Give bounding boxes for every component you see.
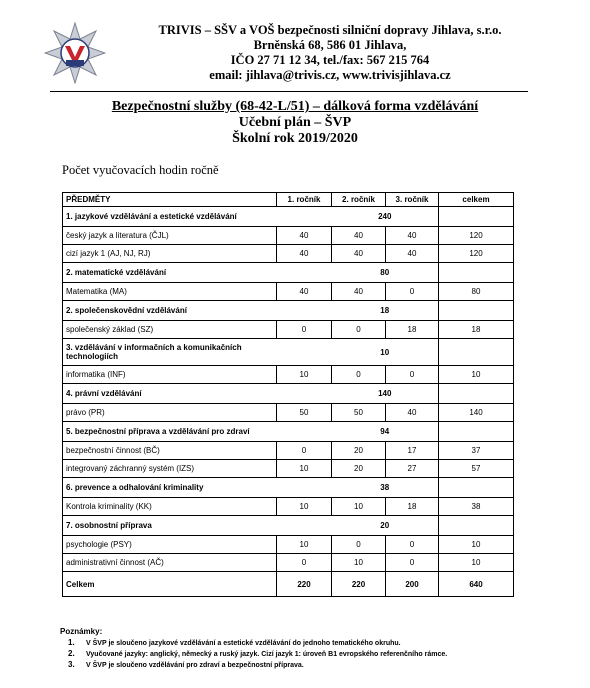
hours-total: 120 (439, 245, 514, 263)
section-spacer (277, 339, 332, 366)
table-header-row (63, 193, 514, 207)
section-row (63, 422, 514, 442)
notes-heading: Poznámky: (60, 627, 103, 636)
section-total: 94 (332, 422, 439, 442)
section-spacer (277, 263, 332, 283)
curriculum-table (62, 192, 514, 597)
hours-year-2: 20 (332, 460, 386, 478)
section-total: 38 (332, 478, 439, 498)
subject-row (63, 554, 514, 572)
school-address: Brněnská 68, 586 01 Jihlava, (253, 38, 407, 52)
note-text: Vyučované jazyky: anglický, německý a ruský jazyk. Cizí jazyk 1: úroveň B1 evropského referenčního rámce. (86, 651, 448, 658)
hours-total: 10 (439, 536, 514, 554)
note-text: V ŠVP je sloučeno jazykové vzdělávání a estetické vzdělávání do jednoho tematického okruhu. (86, 640, 401, 647)
section-row (63, 478, 514, 498)
hours-year-2: 10 (332, 498, 386, 516)
section-name: 5. bezpečnostní příprava a vzdělávání pro zdraví (63, 422, 277, 442)
subject-row (63, 498, 514, 516)
hours-year-2: 40 (332, 245, 386, 263)
subject-name: právo (PR) (63, 404, 277, 422)
hours-total: 10 (439, 366, 514, 384)
hours-total: 38 (439, 498, 514, 516)
section-total: 240 (332, 207, 439, 227)
column-header: PŘEDMĚTY (63, 193, 277, 207)
subject-name: společenský základ (SZ) (63, 321, 277, 339)
note-item (60, 649, 447, 658)
section-spacer (439, 339, 514, 366)
hours-total: 37 (439, 442, 514, 460)
section-name: 6. prevence a odhalování kriminality (63, 478, 277, 498)
school-contact: email: jihlava@trivis.cz, www.trivisjihlava.cz (209, 68, 451, 82)
section-total: 18 (332, 301, 439, 321)
note-text: V ŠVP je sloučeno vzdělávání pro zdraví a bezpečnostní příprava. (86, 662, 304, 669)
subject-name: informatika (INF) (63, 366, 277, 384)
section-spacer (277, 516, 332, 536)
hours-year-3: 0 (386, 554, 439, 572)
section-row (63, 516, 514, 536)
hours-year-3: 40 (386, 245, 439, 263)
section-name: 2. matematické vzdělávání (63, 263, 277, 283)
document-title: Bezpečnostní služby (68-42-L/51) – dálková forma vzdělávání (111, 99, 479, 114)
section-name: 7. osobnostní příprava (63, 516, 277, 536)
summary-label: Celkem (63, 572, 277, 597)
hours-total: 57 (439, 460, 514, 478)
column-header: celkem (439, 193, 514, 207)
subject-name: integrovaný záchranný systém (IZS) (63, 460, 277, 478)
hours-year-3: 40 (386, 227, 439, 245)
subject-name: Matematika (MA) (63, 283, 277, 301)
subject-row (63, 321, 514, 339)
hours-year-1: 10 (277, 536, 332, 554)
section-spacer (277, 478, 332, 498)
hours-total: 10 (439, 554, 514, 572)
subject-row (63, 227, 514, 245)
hours-year-2: 20 (332, 442, 386, 460)
subject-name: administrativní činnost (AČ) (63, 554, 277, 572)
hours-total: 80 (439, 283, 514, 301)
subject-name: cizí jazyk 1 (AJ, NJ, RJ) (63, 245, 277, 263)
hours-year-2: 0 (332, 321, 386, 339)
section-name: 2. společenskovědní vzdělávání (63, 301, 277, 321)
subject-row (63, 536, 514, 554)
note-number: 3. (68, 660, 75, 669)
hours-year-1: 10 (277, 498, 332, 516)
hours-year-2: 0 (332, 536, 386, 554)
section-spacer (439, 478, 514, 498)
hours-year-2: 40 (332, 227, 386, 245)
section-total: 80 (332, 263, 439, 283)
section-spacer (277, 422, 332, 442)
note-number: 1. (68, 638, 75, 647)
hours-year-3: 40 (386, 404, 439, 422)
section-name: 3. vzdělávání v informačních a komunikačních technologiích (63, 339, 277, 366)
note-item (60, 660, 447, 669)
section-name: 1. jazykové vzdělávání a estetické vzdělávání (63, 207, 277, 227)
section-spacer (439, 301, 514, 321)
hours-total: 140 (439, 404, 514, 422)
hours-year-1: 40 (277, 227, 332, 245)
section-spacer (277, 207, 332, 227)
school-ids: IČO 27 71 12 34, tel./fax: 567 215 764 (230, 53, 430, 67)
subject-row (63, 460, 514, 478)
hours-year-1: 40 (277, 283, 332, 301)
hours-year-1: 40 (277, 245, 332, 263)
section-spacer (439, 384, 514, 404)
summary-total: 640 (439, 572, 514, 597)
section-row (63, 263, 514, 283)
table-caption: Počet vyučovacích hodin ročně (62, 163, 219, 177)
section-name: 4. právní vzdělávání (63, 384, 277, 404)
hours-year-3: 27 (386, 460, 439, 478)
section-spacer (277, 384, 332, 404)
summary-row (63, 572, 514, 597)
subject-row (63, 404, 514, 422)
hours-year-2: 50 (332, 404, 386, 422)
section-row (63, 301, 514, 321)
section-spacer (439, 422, 514, 442)
section-spacer (439, 207, 514, 227)
section-total: 140 (332, 384, 439, 404)
hours-total: 18 (439, 321, 514, 339)
section-row (63, 384, 514, 404)
notes (60, 627, 447, 669)
hours-year-1: 50 (277, 404, 332, 422)
hours-year-3: 17 (386, 442, 439, 460)
police-star-logo-icon (44, 22, 106, 84)
subject-name: psychologie (PSY) (63, 536, 277, 554)
section-spacer (439, 516, 514, 536)
subject-row (63, 283, 514, 301)
hours-year-3: 0 (386, 366, 439, 384)
summary-year-2: 220 (332, 572, 386, 597)
hours-year-2: 10 (332, 554, 386, 572)
hours-year-1: 0 (277, 442, 332, 460)
summary-year-3: 200 (386, 572, 439, 597)
hours-year-3: 18 (386, 321, 439, 339)
hours-year-3: 18 (386, 498, 439, 516)
subject-row (63, 245, 514, 263)
school-year: Školní rok 2019/2020 (232, 131, 358, 146)
subject-name: český jazyk a literatura (ČJL) (63, 227, 277, 245)
column-header: 1. ročník (277, 193, 332, 207)
column-header: 3. ročník (386, 193, 439, 207)
hours-year-2: 40 (332, 283, 386, 301)
hours-year-1: 10 (277, 366, 332, 384)
section-total: 20 (332, 516, 439, 536)
header-divider (50, 91, 528, 92)
column-header: 2. ročník (332, 193, 386, 207)
hours-year-3: 0 (386, 283, 439, 301)
note-item (60, 638, 447, 647)
hours-year-1: 10 (277, 460, 332, 478)
section-row (63, 207, 514, 227)
section-row (63, 339, 514, 366)
hours-year-3: 0 (386, 536, 439, 554)
note-number: 2. (68, 649, 75, 658)
section-spacer (439, 263, 514, 283)
subject-name: Kontrola kriminality (KK) (63, 498, 277, 516)
hours-year-1: 0 (277, 321, 332, 339)
document-subtitle: Učební plán – ŠVP (238, 115, 352, 130)
subject-row (63, 442, 514, 460)
section-total: 10 (332, 339, 439, 366)
hours-year-1: 0 (277, 554, 332, 572)
school-name: TRIVIS – SŠV a VOŠ bezpečnosti silniční dopravy Jihlava, s.r.o. (158, 23, 502, 37)
subject-name: bezpečnostní činnost (BČ) (63, 442, 277, 460)
hours-year-2: 0 (332, 366, 386, 384)
section-spacer (277, 301, 332, 321)
subject-row (63, 366, 514, 384)
hours-total: 120 (439, 227, 514, 245)
summary-year-1: 220 (277, 572, 332, 597)
